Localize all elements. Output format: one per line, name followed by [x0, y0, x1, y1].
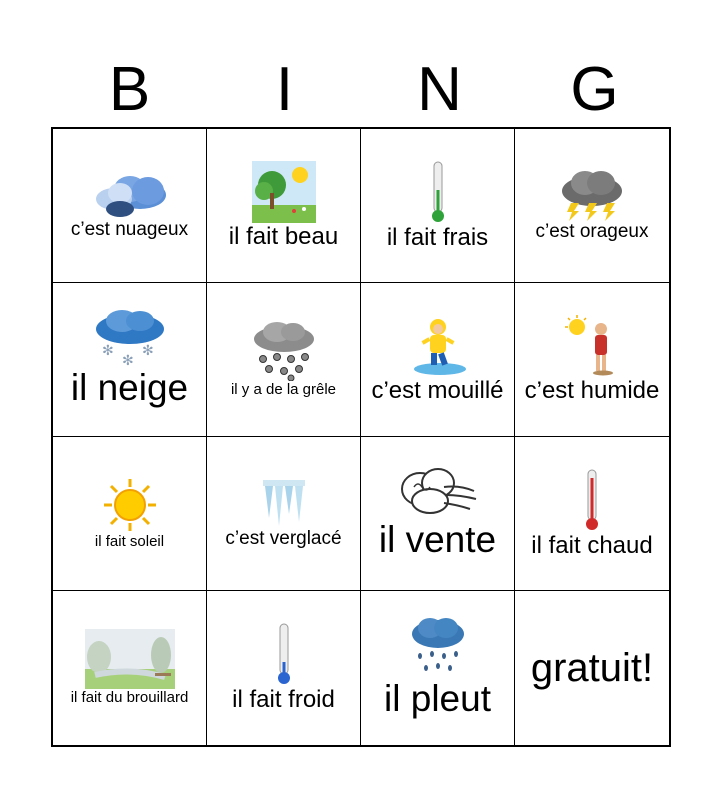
bingo-cell-vente[interactable] — [361, 437, 515, 591]
hot-person-icon — [563, 315, 621, 377]
cell-label: il fait beau — [228, 222, 339, 250]
bingo-cell-brouillard[interactable] — [53, 591, 207, 745]
cell-label: c’est mouillé — [371, 376, 504, 404]
thermometer-red-icon — [582, 468, 602, 532]
bingo-cell-pleut[interactable] — [361, 591, 515, 745]
bingo-grid — [51, 127, 671, 747]
bingo-cell-free[interactable] — [515, 591, 669, 745]
sunny-landscape-icon — [252, 161, 316, 223]
bingo-cell-frais[interactable] — [361, 129, 515, 283]
bingo-cell-grele[interactable] — [207, 283, 361, 437]
header-letter-n: N — [417, 55, 462, 124]
bingo-cell-orageux[interactable] — [515, 129, 669, 283]
cell-label: il y a de la grêle — [230, 380, 337, 398]
cell-label: c’est verglacé — [225, 527, 342, 549]
cell-label: il neige — [70, 367, 189, 409]
hail-cloud-icon — [251, 321, 317, 381]
bingo-cell-verglace[interactable] — [207, 437, 361, 591]
cell-label: il vente — [378, 519, 497, 561]
header-letter-i: I — [275, 55, 294, 124]
cell-label: il fait froid — [232, 686, 335, 714]
cell-label: il fait frais — [386, 223, 489, 251]
bingo-cell-mouille[interactable] — [361, 283, 515, 437]
sun-icon — [102, 477, 158, 533]
free-space-label: gratuit! — [530, 646, 654, 690]
cell-label: c’est nuageux — [70, 218, 189, 240]
thermometer-blue-icon — [274, 622, 294, 686]
header-letter-g: G — [570, 55, 619, 124]
clouds-icon — [90, 171, 170, 219]
rain-cloud-icon — [408, 616, 468, 678]
cell-label: il pleut — [384, 677, 491, 719]
bingo-cell-humide[interactable] — [515, 283, 669, 437]
bingo-cell-soleil[interactable] — [53, 437, 207, 591]
bingo-cell-nuageux[interactable] — [53, 129, 207, 283]
wind-cloud-icon — [398, 465, 478, 519]
bingo-cell-froid[interactable] — [207, 591, 361, 745]
cell-label: il fait soleil — [94, 532, 165, 550]
fog-landscape-icon — [85, 629, 175, 689]
icicles-icon — [261, 478, 307, 528]
bingo-cell-chaud[interactable] — [515, 437, 669, 591]
child-puddle-icon — [408, 315, 468, 377]
cell-label: il fait chaud — [531, 531, 653, 559]
storm-cloud-icon — [557, 169, 627, 221]
cell-label: c’est humide — [524, 376, 660, 404]
header-letter-b: B — [108, 55, 151, 124]
cell-label: c’est orageux — [535, 220, 649, 242]
bingo-cell-neige[interactable] — [53, 283, 207, 437]
cell-label: il fait du brouillard — [70, 689, 189, 707]
bingo-header — [52, 52, 672, 128]
svg-text:✻: ✻ — [101, 343, 114, 360]
svg-text:✻: ✻ — [121, 353, 134, 368]
svg-text:✻: ✻ — [141, 343, 154, 360]
thermometer-green-icon — [428, 160, 448, 224]
snow-cloud-icon — [92, 309, 168, 367]
bingo-cell-beau[interactable] — [207, 129, 361, 283]
